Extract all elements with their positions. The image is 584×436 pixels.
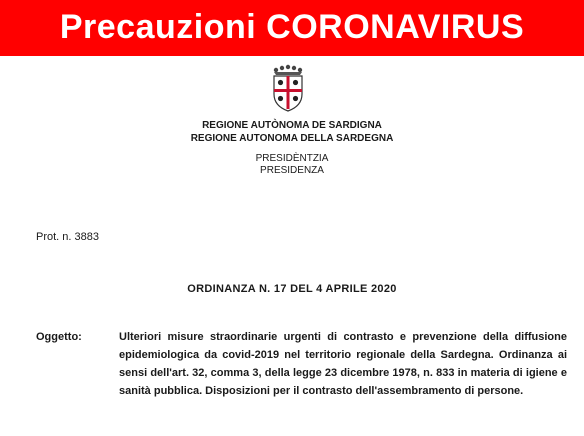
sardinia-coat-of-arms-icon [263,62,313,112]
presidency-italian: PRESIDENZA [260,165,324,176]
region-name-italian: REGIONE AUTONOMA DELLA SARDEGNA [190,133,394,144]
subject-label: Oggetto: [36,331,82,343]
subject-text: Ulteriori misure straordinarie urgenti di contrasto e prevenzione della diffusione epidemiologica da covid-2019 nel territorio regionale della Sardegna. Ordinanza ai sensi dell'art. 32, comma 3, della legge 23 dicembre 1978, n. 833 in materia di igiene e sanità pubblica. Disposizioni per il contrasto dell'assembramento di persone. [119,331,567,397]
ordinance-title: ORDINANZA N. 17 DEL 4 APRILE 2020 [187,283,397,295]
region-name-sardinian: REGIONE AUTÒNOMA DE SARDIGNA [202,120,382,131]
banner-title: Precauzioni CORONAVIRUS [59,8,525,46]
protocol-number: Prot. n. 3883 [36,231,99,243]
presidency-sardinian: PRESIDÈNTZIA [255,153,329,164]
warning-banner [0,0,584,56]
